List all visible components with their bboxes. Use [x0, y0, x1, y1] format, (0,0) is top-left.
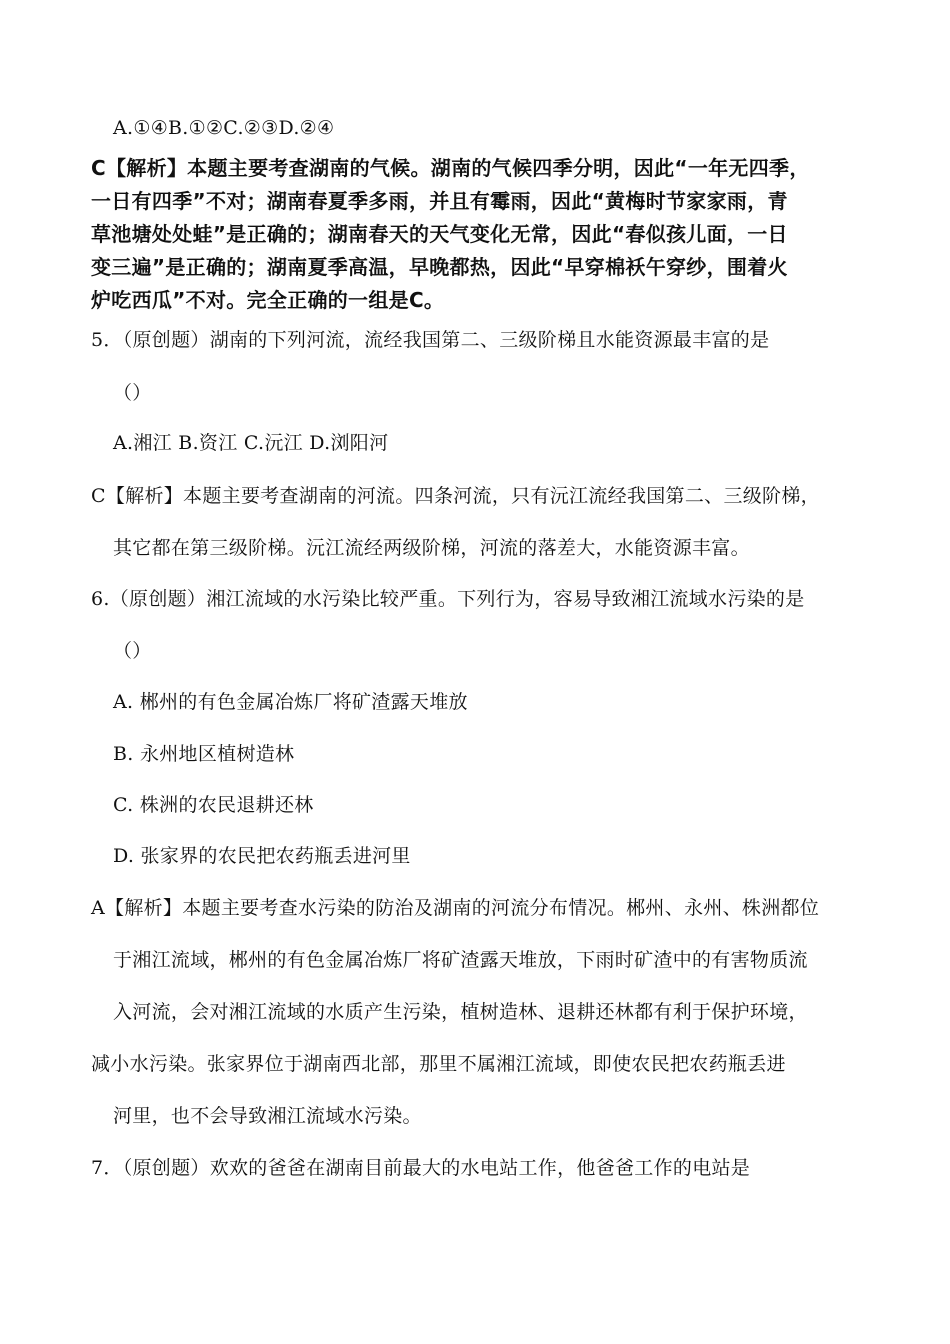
q6-option-c: C. 株洲的农民退耕还林 — [113, 794, 314, 816]
q6-answer-line-3: 入河流，会对湘江流域的水质产生污染，植树造林、退耕还林都有利于保护环境， — [113, 1001, 808, 1023]
q6-stem: 6.（原创题）湘江流域的水污染比较严重。下列行为，容易导致湘江流域水污染的是 — [91, 588, 805, 610]
q5-options: A.湘江 B.资江 C.沅江 D.浏阳河 — [113, 432, 389, 454]
q5-answer-line-1: C【解析】本题主要考查湖南的河流。四条河流，只有沅江流经我国第二、三级阶梯， — [91, 485, 820, 507]
q5-answer-line-2: 其它都在第三级阶梯。沅江流经两级阶梯，河流的落差大，水能资源丰富。 — [113, 537, 750, 559]
q6-answer-line-5: 河里，也不会导致湘江流域水污染。 — [113, 1105, 422, 1127]
q6-answer-line-1: A【解析】本题主要考查水污染的防治及湖南的河流分布情况。郴州、永州、株洲都位 — [91, 897, 820, 919]
q4-answer-line-3: 草池塘处处蛙”是正确的；湖南春天的天气变化无常，因此“春似孩儿面，一日 — [91, 222, 788, 246]
q6-option-d: D. 张家界的农民把农药瓶丢进河里 — [113, 845, 411, 867]
q6-blank: （） — [113, 640, 152, 662]
q4-answer-line-1: C【解析】本题主要考查湖南的气候。湖南的气候四季分明，因此“一年无四季， — [91, 156, 810, 180]
q4-answer-line-4: 变三遍”是正确的；湖南夏季高温，早晚都热，因此“早穿棉袄午穿纱，围着火 — [91, 255, 788, 279]
q4-options: A.①④B.①②C.②③D.②④ — [113, 117, 335, 139]
q6-option-b: B. 永州地区植树造林 — [113, 743, 295, 765]
q6-option-a: A. 郴州的有色金属冶炼厂将矿渣露天堆放 — [113, 691, 468, 713]
q7-stem: 7．（原创题）欢欢的爸爸在湖南目前最大的水电站工作，他爸爸工作的电站是 — [91, 1157, 751, 1179]
q6-answer-line-2: 于湘江流域，郴州的有色金属冶炼厂将矿渣露天堆放，下雨时矿渣中的有害物质流 — [113, 949, 808, 971]
q4-answer-line-2: 一日有四季”不对；湖南春夏季多雨，并且有霉雨，因此“黄梅时节家家雨，青 — [91, 189, 788, 213]
q6-answer-line-4: 减小水污染。张家界位于湖南西北部，那里不属湘江流域，即使农民把农药瓶丢进 — [91, 1053, 786, 1075]
q5-stem: 5．（原创题）湖南的下列河流，流经我国第二、三级阶梯且水能资源最丰富的是 — [91, 329, 770, 351]
q4-answer-line-5: 炉吃西瓜”不对。完全正确的一组是C。 — [91, 288, 445, 312]
q5-blank: （） — [113, 382, 152, 404]
